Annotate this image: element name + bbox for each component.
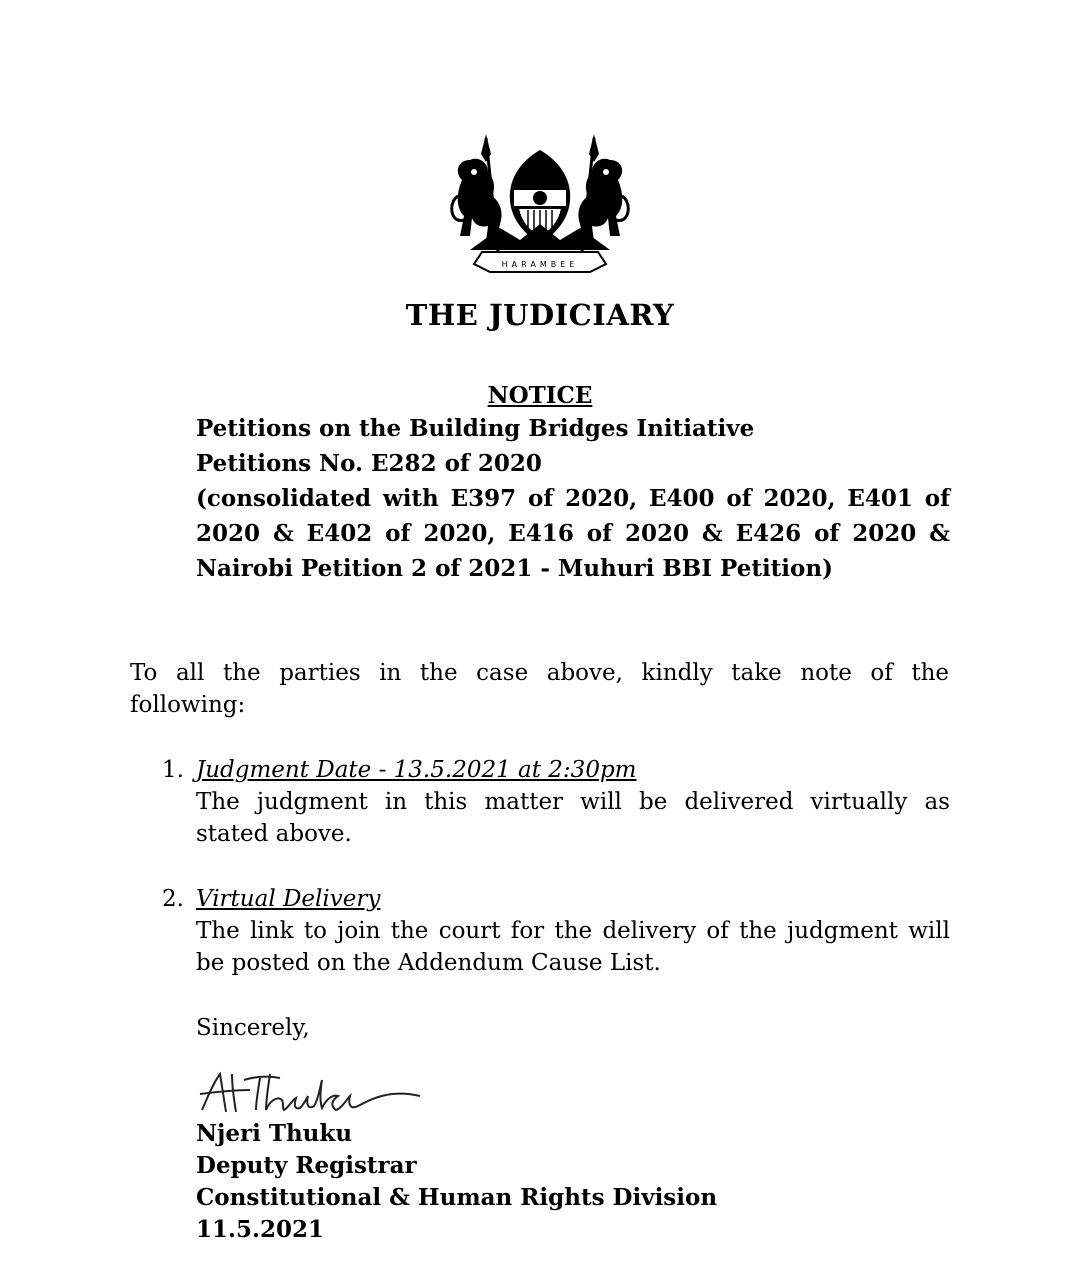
closing-salutation: Sincerely, [196,1015,310,1041]
list-item-line: The judgment in this matter will be delivered virtually as [196,789,950,815]
list-item-body [196,915,950,979]
petition-title [196,411,950,586]
signatory-block [196,1118,717,1246]
list-item-number: 2. [162,886,184,912]
list-item-number: 1. [162,757,184,783]
notice-label: NOTICE [487,382,593,409]
list-item-body [196,786,950,850]
petition-line: Nairobi Petition 2 of 2021 - Muhuri BBI Petition) [196,555,833,582]
list-item-title: Virtual Delivery [196,886,381,912]
intro-paragraph [130,657,949,721]
kenya-coat-of-arms-icon [440,132,640,274]
list-item-line: be posted on the Addendum Cause List. [196,950,661,976]
list-item [162,883,950,979]
petition-line: (consolidated with E397 of 2020, E400 of 2020, E401 of [196,485,950,512]
list-item [162,754,950,850]
page-title: THE JUDICIARY [405,298,675,332]
signatory-role: Deputy Registrar [196,1152,417,1179]
signatory-division: Constitutional & Human Rights Division [196,1184,718,1211]
petition-line: Petitions No. E282 of 2020 [196,450,542,477]
signatory-name: Njeri Thuku [196,1120,353,1147]
list-item-title: Judgment Date - 13.5.2021 at 2:30pm [196,757,637,783]
petition-line: Petitions on the Building Bridges Initiative [196,415,755,442]
notice-date: 11.5.2021 [196,1216,325,1243]
intro-line: following: [130,692,246,718]
petition-line: 2020 & E402 of 2020, E416 of 2020 & E426 of 2020 & [196,520,950,547]
list-item-line: The link to join the court for the delivery of the judgment will [196,918,950,944]
handwritten-signature [196,1066,426,1118]
list-item-line: stated above. [196,821,352,847]
intro-line: To all the parties in the case above, kindly take note of the [130,660,949,686]
crest-motto: HARAMBEE [501,260,579,269]
